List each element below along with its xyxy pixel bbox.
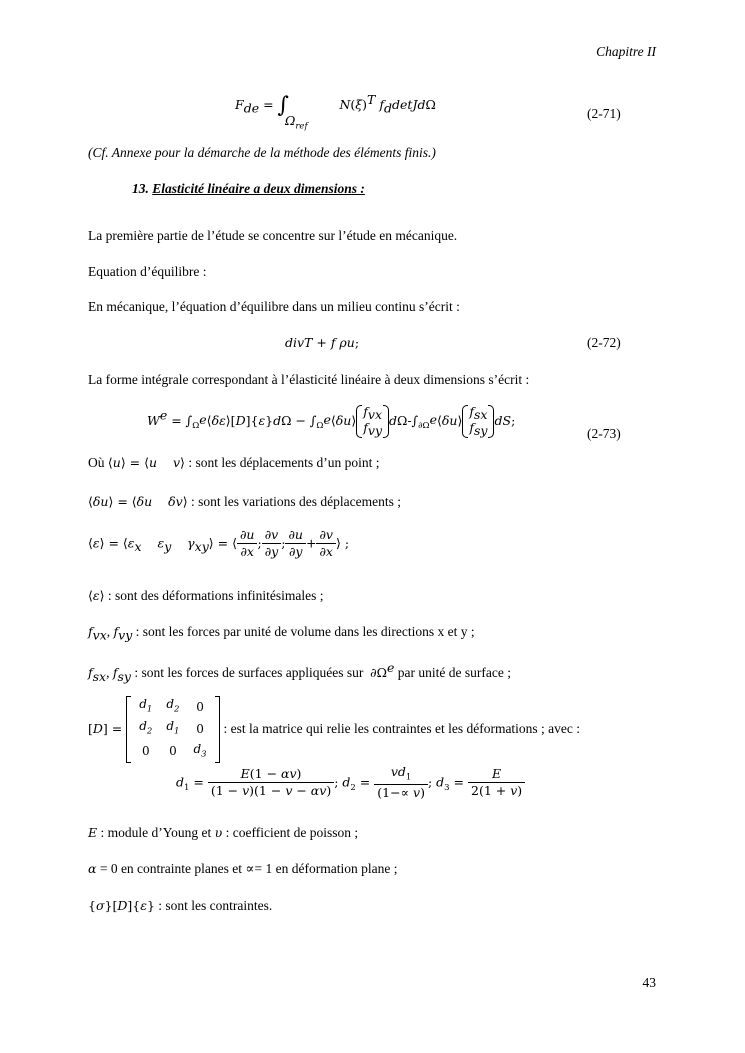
definition-strains: ⟨ε⟩ : sont des déformations infinitésimales ; [88,588,324,603]
definition-young-modulus: E : module d’Young et υ : coefficient de poisson ; [88,825,359,840]
equation-2-71: $F_{de} = \int_{\Omega_{ref}}$ $N(\xi)^T$ $f_ddetJd\Omega$ [235,92,436,132]
strain-vector-equation: ⟨ε⟩ = $⟨\varepsilon_x$ $\varepsilon_y$ $\gamma_{xy}⟩$ = ⟨ $\frac{\partial u}{\partial x}$ ; $\frac{\partial v}{\partial y}$ ; $\frac{\partial u}{\partial y}$ + $\frac{\partial v}{\partial x}$ ⟩ ; [88,527,350,560]
equation-2-72-label: (2-72) [587,335,621,350]
definition-stresses: {σ}[D]{ε} : sont les contraintes. [88,898,273,913]
coefficients-equation: $d_1$ = $\frac{E(1 - \alpha v)}{(1 - v)(1 - v - \alpha v)}$ ; $d_2$ = $\frac{vd_1}{(1-\propto v)}$ ; $d_3$ = $\frac{E}{2(1 + v)}$ [176,765,525,801]
paragraph-1: La première partie de l’étude se concentre sur l’étude en mécanique. [88,228,458,243]
equation-2-72: divT + f ρu; [285,335,360,350]
section-number: 13. [132,181,149,196]
material-matrix-definition: [D] = $d_1$ $d_2$ 0 $d_2$ $d_1$ 0 0 0 $d_3$ : est la matrice qui relie les contraintes et les déformations ; avec : [88,696,580,763]
equation-2-73: $W^e$ = $\int_{\Omega^e}⟨\delta\varepsilon⟩[D]\{\varepsilon\}d\Omega$ − $\int_{\Omega^e}⟨\delta u⟩f_{vx}$ $f_{vy}d\Omega-\int_{\partial\Omega^e}⟨\delta u⟩f_{sx}$ $f_{sy}dS$; [147,404,516,439]
equation-2-73-label: (2-73) [587,426,621,441]
section-heading [132,181,365,197]
paragraph-3: En mécanique, l’équation d’équilibre dans un milieu continu s’écrit : [88,299,460,314]
chapter-header: Chapitre II [596,44,656,59]
definition-surface-forces: $f_{sx}$, $f_{sy}$ : sont les forces de surfaces appliquées sur $\partial\Omega^e$ par unité de surface ; [88,660,511,684]
definition-volume-forces: $f_{vx}$, $f_{vy}$ : sont les forces par unité de volume dans les directions x et y ; [88,624,475,643]
material-matrix: $d_1$ $d_2$ 0 $d_2$ $d_1$ 0 0 0 $d_3$ [126,696,219,763]
annex-note: (Cf. Annexe pour la démarche de la méthode des éléments finis.) [88,145,436,160]
section-title: Elasticité linéaire a deux dimensions : [152,181,365,196]
paragraph-4: La forme intégrale correspondant à l’élasticité linéaire à deux dimensions s’écrit : [88,372,530,387]
page-number: 43 [642,975,656,990]
definition-alpha: α = 0 en contrainte planes et ∝= 1 en déformation plane ; [88,861,398,876]
paragraph-2: Equation d’équilibre : [88,264,207,279]
equation-2-71-label: (2-71) [587,106,621,121]
definition-displacements: Où ⟨u⟩ = ⟨u v⟩ : sont les déplacements d’un point ; [88,455,380,470]
definition-variations: ⟨δu⟩ = ⟨δu δv⟩ : sont les variations des déplacements ; [88,494,401,509]
